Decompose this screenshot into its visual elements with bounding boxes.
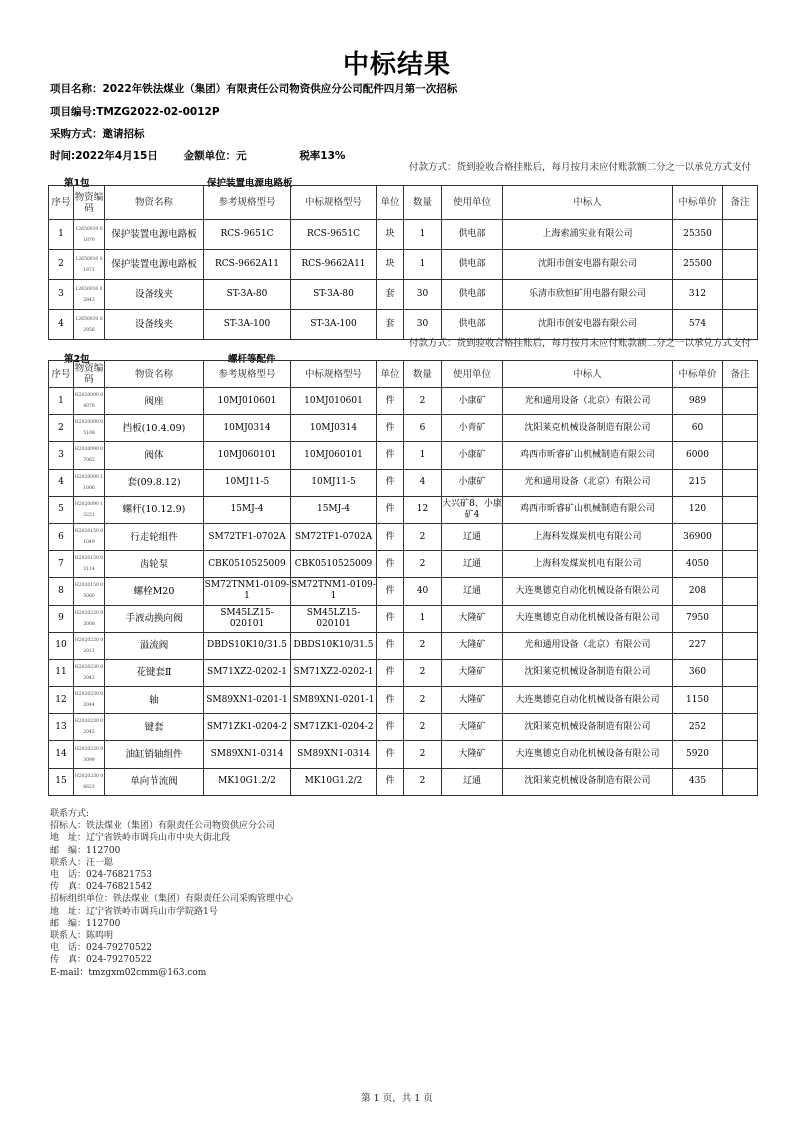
cell-ref-spec: SM45LZ15-020101 [204, 605, 291, 632]
cell-note [723, 280, 758, 310]
cell-winner: 上海索浦实业有限公司 [503, 220, 673, 250]
table-row [49, 714, 758, 741]
cell-note [723, 496, 758, 523]
cell-win-spec: CBK0510525009 [291, 551, 377, 578]
cell-note [723, 687, 758, 714]
cell-name: 保护装置电源电路板 [105, 250, 204, 280]
cell-no: 5 [49, 496, 74, 523]
project-name: 项目名称：2022年铁法煤业（集团）有限责任公司物资供应分公司配件四月第一次招标 [50, 83, 458, 95]
cell-no: 1 [49, 388, 74, 415]
cell-win-spec: SM72TNM1-0109-1 [291, 578, 377, 605]
cell-code: H2020090 11006 [74, 469, 105, 496]
cell-code: H2020230 02043 [74, 659, 105, 686]
cell-unit: 件 [377, 442, 404, 469]
cell-name: 挡板(10.4.09) [105, 415, 204, 442]
cell-no: 8 [49, 578, 74, 605]
cell-no: 4 [49, 310, 74, 340]
cell-qty: 6 [404, 415, 442, 442]
cell-winner: 沈阳市创安电器有限公司 [503, 310, 673, 340]
cell-code: H2020150 05060 [74, 578, 105, 605]
cell-no: 2 [49, 250, 74, 280]
header-col-name: 物资名称 [105, 361, 204, 388]
cell-user: 辽通 [442, 578, 503, 605]
cell-no: 12 [49, 687, 74, 714]
cell-code: 12650010 01871 [74, 250, 105, 280]
cell-price: 227 [673, 632, 723, 659]
cell-unit: 件 [377, 632, 404, 659]
table-row [49, 578, 758, 605]
cell-name: 套(09.8.12) [105, 469, 204, 496]
cell-price: 360 [673, 659, 723, 686]
cell-price: 4050 [673, 551, 723, 578]
package-label-2: 第2包 [64, 354, 90, 365]
cell-ref-spec: SM89XN1-0314 [204, 741, 291, 768]
cell-unit: 件 [377, 659, 404, 686]
cell-code: H2020090 07062 [74, 442, 105, 469]
cell-ref-spec: RCS-9651C [204, 220, 291, 250]
header-col-code: 物资编码 [74, 186, 105, 220]
cell-price: 208 [673, 578, 723, 605]
header-col-unit: 单位 [377, 186, 404, 220]
cell-winner: 鸡西市昕睿矿山机械制造有限公司 [503, 496, 673, 523]
cell-win-spec: SM45LZ15-020101 [291, 605, 377, 632]
cell-win-spec: 10MJ0314 [291, 415, 377, 442]
cell-price: 25350 [673, 220, 723, 250]
cell-price: 120 [673, 496, 723, 523]
cell-winner: 鸡西市昕睿矿山机械制造有限公司 [503, 442, 673, 469]
cell-no: 14 [49, 741, 74, 768]
contact-line: 邮 编：112700 [50, 845, 121, 856]
cell-name: 保护装置电源电路板 [105, 220, 204, 250]
cell-no: 2 [49, 415, 74, 442]
cell-user: 大隆矿 [442, 605, 503, 632]
cell-user: 辽通 [442, 523, 503, 550]
cell-qty: 2 [404, 741, 442, 768]
cell-code: H2020230 06623 [74, 768, 105, 795]
cell-win-spec: ST-3A-80 [291, 280, 377, 310]
cell-no: 1 [49, 220, 74, 250]
contact-info [50, 808, 293, 979]
cell-note [723, 741, 758, 768]
cell-ref-spec: ST-3A-80 [204, 280, 291, 310]
cell-note [723, 442, 758, 469]
cell-user: 大隆矿 [442, 714, 503, 741]
header-col-name: 物资名称 [105, 186, 204, 220]
cell-user: 供电部 [442, 310, 503, 340]
table-header-row [49, 186, 758, 220]
cell-win-spec: 15MJ-4 [291, 496, 377, 523]
header-col-user: 使用单位 [442, 186, 503, 220]
cell-no: 6 [49, 523, 74, 550]
procurement-method: 采购方式：邀请招标 [50, 128, 145, 140]
cell-ref-spec: SM89XN1-0201-1 [204, 687, 291, 714]
header-col-price: 中标单价 [673, 361, 723, 388]
cell-name: 手液动换向阀 [105, 605, 204, 632]
cell-qty: 2 [404, 551, 442, 578]
cell-ref-spec: 10MJ060101 [204, 442, 291, 469]
header-col-win-spec: 中标规格型号 [291, 361, 377, 388]
header-col-code: 物资编码 [74, 361, 105, 388]
cell-user: 大隆矿 [442, 632, 503, 659]
cell-unit: 件 [377, 551, 404, 578]
cell-winner: 大连奥德克自动化机械设备有限公司 [503, 578, 673, 605]
cell-winner: 光和通用设备（北京）有限公司 [503, 632, 673, 659]
cell-unit: 件 [377, 388, 404, 415]
cell-ref-spec: SM71XZ2-0202-1 [204, 659, 291, 686]
package-name-1: 保护装置电源电路板 [207, 178, 293, 189]
cell-unit: 件 [377, 768, 404, 795]
cell-note [723, 551, 758, 578]
table-row [49, 551, 758, 578]
header-col-win-spec: 中标规格型号 [291, 186, 377, 220]
cell-no: 4 [49, 469, 74, 496]
cell-win-spec: RCS-9651C [291, 220, 377, 250]
table-row [49, 310, 758, 340]
cell-price: 6000 [673, 442, 723, 469]
cell-code: H2020220 02011 [74, 632, 105, 659]
cell-price: 25500 [673, 250, 723, 280]
cell-unit: 件 [377, 687, 404, 714]
header-col-note: 备注 [723, 186, 758, 220]
cell-win-spec: SM89XN1-0314 [291, 741, 377, 768]
cell-win-spec: SM89XN1-0201-1 [291, 687, 377, 714]
cell-no: 9 [49, 605, 74, 632]
cell-code: 12650010 01870 [74, 220, 105, 250]
cell-qty: 1 [404, 605, 442, 632]
cell-note [723, 469, 758, 496]
package-1-table [48, 185, 758, 340]
cell-no: 10 [49, 632, 74, 659]
cell-name: 溢流阀 [105, 632, 204, 659]
cell-name: 花键套Ⅱ [105, 659, 204, 686]
cell-note [723, 415, 758, 442]
cell-winner: 沈阳莱克机械设备制造有限公司 [503, 714, 673, 741]
page-title: 中标结果 [342, 50, 451, 80]
header-col-qty: 数量 [404, 186, 442, 220]
table-row [49, 687, 758, 714]
cell-qty: 2 [404, 388, 442, 415]
cell-no: 3 [49, 442, 74, 469]
cell-note [723, 659, 758, 686]
cell-win-spec: SM71ZK1-0204-2 [291, 714, 377, 741]
cell-win-spec: ST-3A-100 [291, 310, 377, 340]
cell-ref-spec: 10MJ0314 [204, 415, 291, 442]
cell-price: 574 [673, 310, 723, 340]
cell-qty: 40 [404, 578, 442, 605]
header-col-no: 序号 [49, 361, 74, 388]
contact-line: 联系人：陈鸣明 [50, 931, 114, 942]
cell-winner: 沈阳莱克机械设备制造有限公司 [503, 768, 673, 795]
cell-no: 7 [49, 551, 74, 578]
table-row [49, 469, 758, 496]
table-row [49, 523, 758, 550]
payment-terms-1: 付款方式：货到验收合格挂账后，每月按月末应付账款额二分之一以承兑方式支付 [408, 162, 751, 173]
cell-user: 大隆矿 [442, 659, 503, 686]
cell-qty: 2 [404, 714, 442, 741]
cell-winner: 上海科发煤炭机电有限公司 [503, 551, 673, 578]
cell-ref-spec: ST-3A-100 [204, 310, 291, 340]
cell-note [723, 523, 758, 550]
cell-no: 13 [49, 714, 74, 741]
header-col-user: 使用单位 [442, 361, 503, 388]
page-footer: 第 1 页，共 1 页 [361, 1093, 433, 1104]
contact-line: 邮 编：112700 [50, 918, 121, 929]
table-row [49, 388, 758, 415]
cell-name: 阀座 [105, 388, 204, 415]
cell-code: 12650010 02856 [74, 310, 105, 340]
cell-price: 989 [673, 388, 723, 415]
cell-win-spec: 10MJ060101 [291, 442, 377, 469]
cell-winner: 大连奥德克自动化机械设备有限公司 [503, 687, 673, 714]
currency-unit: 金额单位：元 [183, 150, 247, 162]
cell-winner: 沈阳莱克机械设备制造有限公司 [503, 659, 673, 686]
cell-note [723, 768, 758, 795]
cell-ref-spec: SM72TF1-0702A [204, 523, 291, 550]
tax-rate: 税率13% [299, 150, 346, 162]
cell-winner: 光和通用设备（北京）有限公司 [503, 388, 673, 415]
cell-win-spec: 10MJ11-5 [291, 469, 377, 496]
table-row [49, 632, 758, 659]
table-row [49, 605, 758, 632]
header-col-note: 备注 [723, 361, 758, 388]
cell-no: 11 [49, 659, 74, 686]
header-col-unit: 单位 [377, 361, 404, 388]
cell-qty: 2 [404, 687, 442, 714]
table-row [49, 741, 758, 768]
cell-note [723, 605, 758, 632]
cell-user: 供电部 [442, 280, 503, 310]
contact-line: 电 话：024-76821753 [50, 870, 153, 881]
table-row [49, 659, 758, 686]
cell-code: H2020150 01049 [74, 523, 105, 550]
header-col-qty: 数量 [404, 361, 442, 388]
cell-price: 252 [673, 714, 723, 741]
cell-code: H2020090 13221 [74, 496, 105, 523]
cell-no: 15 [49, 768, 74, 795]
cell-unit: 件 [377, 469, 404, 496]
header-col-winner: 中标人 [503, 361, 673, 388]
contact-line: 招标组织单位：铁法煤业（集团）有限责任公司采购管理中心 [50, 894, 294, 905]
cell-qty: 4 [404, 469, 442, 496]
cell-win-spec: SM72TF1-0702A [291, 523, 377, 550]
cell-note [723, 220, 758, 250]
table-row [49, 496, 758, 523]
contact-line: 地 址：辽宁省铁岭市调兵山市中央大街北段 [50, 833, 231, 844]
cell-user: 大隆矿 [442, 741, 503, 768]
cell-name: 油缸销轴组件 [105, 741, 204, 768]
cell-code: H2020230 02045 [74, 714, 105, 741]
cell-win-spec: RCS-9662A11 [291, 250, 377, 280]
cell-ref-spec: SM71ZK1-0204-2 [204, 714, 291, 741]
cell-unit: 件 [377, 741, 404, 768]
cell-qty: 2 [404, 768, 442, 795]
cell-user: 大兴矿8、小康矿4 [442, 496, 503, 523]
date: 时间:2022年4月15日 [50, 150, 158, 162]
contact-line: 联系方式: [50, 809, 90, 819]
cell-price: 1150 [673, 687, 723, 714]
cell-name: 行走轮组件 [105, 523, 204, 550]
cell-win-spec: DBDS10K10/31.5 [291, 632, 377, 659]
cell-code: H2020090 04078 [74, 388, 105, 415]
cell-name: 设备线夹 [105, 280, 204, 310]
cell-code: 12650010 02843 [74, 280, 105, 310]
table-row [49, 250, 758, 280]
cell-unit: 块 [377, 220, 404, 250]
cell-qty: 2 [404, 659, 442, 686]
cell-note [723, 632, 758, 659]
cell-ref-spec: SM72TNM1-0109-1 [204, 578, 291, 605]
cell-price: 36900 [673, 523, 723, 550]
cell-win-spec: MK10G1.2/2 [291, 768, 377, 795]
cell-user: 小康矿 [442, 469, 503, 496]
cell-unit: 件 [377, 714, 404, 741]
cell-code: H2020220 02008 [74, 605, 105, 632]
cell-code: H2020090 05108 [74, 415, 105, 442]
cell-qty: 1 [404, 442, 442, 469]
cell-winner: 沈阳市创安电器有限公司 [503, 250, 673, 280]
contact-line: 招标人：铁法煤业（集团）有限责任公司物资供应分公司 [50, 821, 276, 832]
cell-price: 215 [673, 469, 723, 496]
cell-winner: 沈阳莱克机械设备制造有限公司 [503, 415, 673, 442]
cell-price: 60 [673, 415, 723, 442]
project-number: 项目编号:TMZG2022-02-0012P [50, 106, 220, 118]
cell-note [723, 714, 758, 741]
cell-unit: 件 [377, 415, 404, 442]
table-row [49, 415, 758, 442]
cell-user: 小青矿 [442, 415, 503, 442]
package-label-1: 第1包 [64, 178, 90, 189]
cell-ref-spec: MK10G1.2/2 [204, 768, 291, 795]
header-col-no: 序号 [49, 186, 74, 220]
contact-line: 电 话：024-79270522 [50, 943, 153, 954]
cell-note [723, 250, 758, 280]
cell-name: 阀体 [105, 442, 204, 469]
cell-name: 螺栓M20 [105, 578, 204, 605]
cell-win-spec: 10MJ010601 [291, 388, 377, 415]
cell-user: 辽通 [442, 768, 503, 795]
cell-code: H2020220 03099 [74, 741, 105, 768]
header-col-winner: 中标人 [503, 186, 673, 220]
cell-winner: 光和通用设备（北京）有限公司 [503, 469, 673, 496]
cell-name: 键套 [105, 714, 204, 741]
cell-ref-spec: 15MJ-4 [204, 496, 291, 523]
cell-name: 设备线夹 [105, 310, 204, 340]
cell-unit: 块 [377, 250, 404, 280]
cell-unit: 件 [377, 605, 404, 632]
cell-price: 312 [673, 280, 723, 310]
contact-line: 传 真：024-76821542 [50, 882, 153, 893]
table-row [49, 220, 758, 250]
table-row [49, 442, 758, 469]
cell-note [723, 310, 758, 340]
cell-win-spec: SM71XZ2-0202-1 [291, 659, 377, 686]
contact-line[interactable]: E-mail：tmzgxm02cmm@163.com [50, 967, 207, 978]
cell-unit: 件 [377, 523, 404, 550]
cell-user: 小康矿 [442, 442, 503, 469]
cell-winner: 大连奥德克自动化机械设备有限公司 [503, 605, 673, 632]
cell-user: 供电部 [442, 220, 503, 250]
cell-user: 辽通 [442, 551, 503, 578]
cell-name: 单向节流阀 [105, 768, 204, 795]
cell-no: 3 [49, 280, 74, 310]
cell-price: 435 [673, 768, 723, 795]
header-col-ref-spec: 参考规格型号 [204, 361, 291, 388]
package-name-2: 螺杆等配件 [228, 354, 276, 365]
cell-winner: 大连奥德克自动化机械设备有限公司 [503, 741, 673, 768]
cell-ref-spec: RCS-9662A11 [204, 250, 291, 280]
cell-qty: 1 [404, 250, 442, 280]
meta-line [50, 148, 345, 163]
cell-note [723, 388, 758, 415]
cell-name: 齿轮泵 [105, 551, 204, 578]
cell-qty: 1 [404, 220, 442, 250]
cell-note [723, 578, 758, 605]
table-row [49, 280, 758, 310]
cell-qty: 2 [404, 632, 442, 659]
contact-line: 联系人：汪一聪 [50, 857, 114, 868]
cell-user: 供电部 [442, 250, 503, 280]
cell-price: 5920 [673, 741, 723, 768]
cell-price: 7950 [673, 605, 723, 632]
cell-name: 螺杆(10.12.9) [105, 496, 204, 523]
cell-name: 轴 [105, 687, 204, 714]
cell-unit: 件 [377, 578, 404, 605]
header-col-ref-spec: 参考规格型号 [204, 186, 291, 220]
cell-ref-spec: CBK0510525009 [204, 551, 291, 578]
cell-unit: 套 [377, 280, 404, 310]
table-row [49, 768, 758, 795]
cell-winner: 乐清市欣恒矿用电器有限公司 [503, 280, 673, 310]
cell-unit: 套 [377, 310, 404, 340]
cell-ref-spec: 10MJ11-5 [204, 469, 291, 496]
cell-qty: 30 [404, 310, 442, 340]
cell-user: 大隆矿 [442, 687, 503, 714]
contact-line: 传 真：024-79270522 [50, 955, 153, 966]
cell-qty: 2 [404, 523, 442, 550]
cell-user: 小康矿 [442, 388, 503, 415]
package-2-table [48, 360, 758, 796]
cell-winner: 上海科发煤炭机电有限公司 [503, 523, 673, 550]
cell-qty: 30 [404, 280, 442, 310]
cell-unit: 件 [377, 496, 404, 523]
cell-code: H2020150 03114 [74, 551, 105, 578]
contact-line: 地 址：辽宁省铁岭市调兵山市学院路1号 [50, 906, 218, 917]
header-col-price: 中标单价 [673, 186, 723, 220]
payment-terms-2: 付款方式：货到验收合格挂账后，每月按月末应付账款额二分之一以承兑方式支付 [408, 338, 751, 349]
cell-code: H2020230 02044 [74, 687, 105, 714]
cell-ref-spec: 10MJ010601 [204, 388, 291, 415]
cell-ref-spec: DBDS10K10/31.5 [204, 632, 291, 659]
cell-qty: 12 [404, 496, 442, 523]
table-header-row [49, 361, 758, 388]
